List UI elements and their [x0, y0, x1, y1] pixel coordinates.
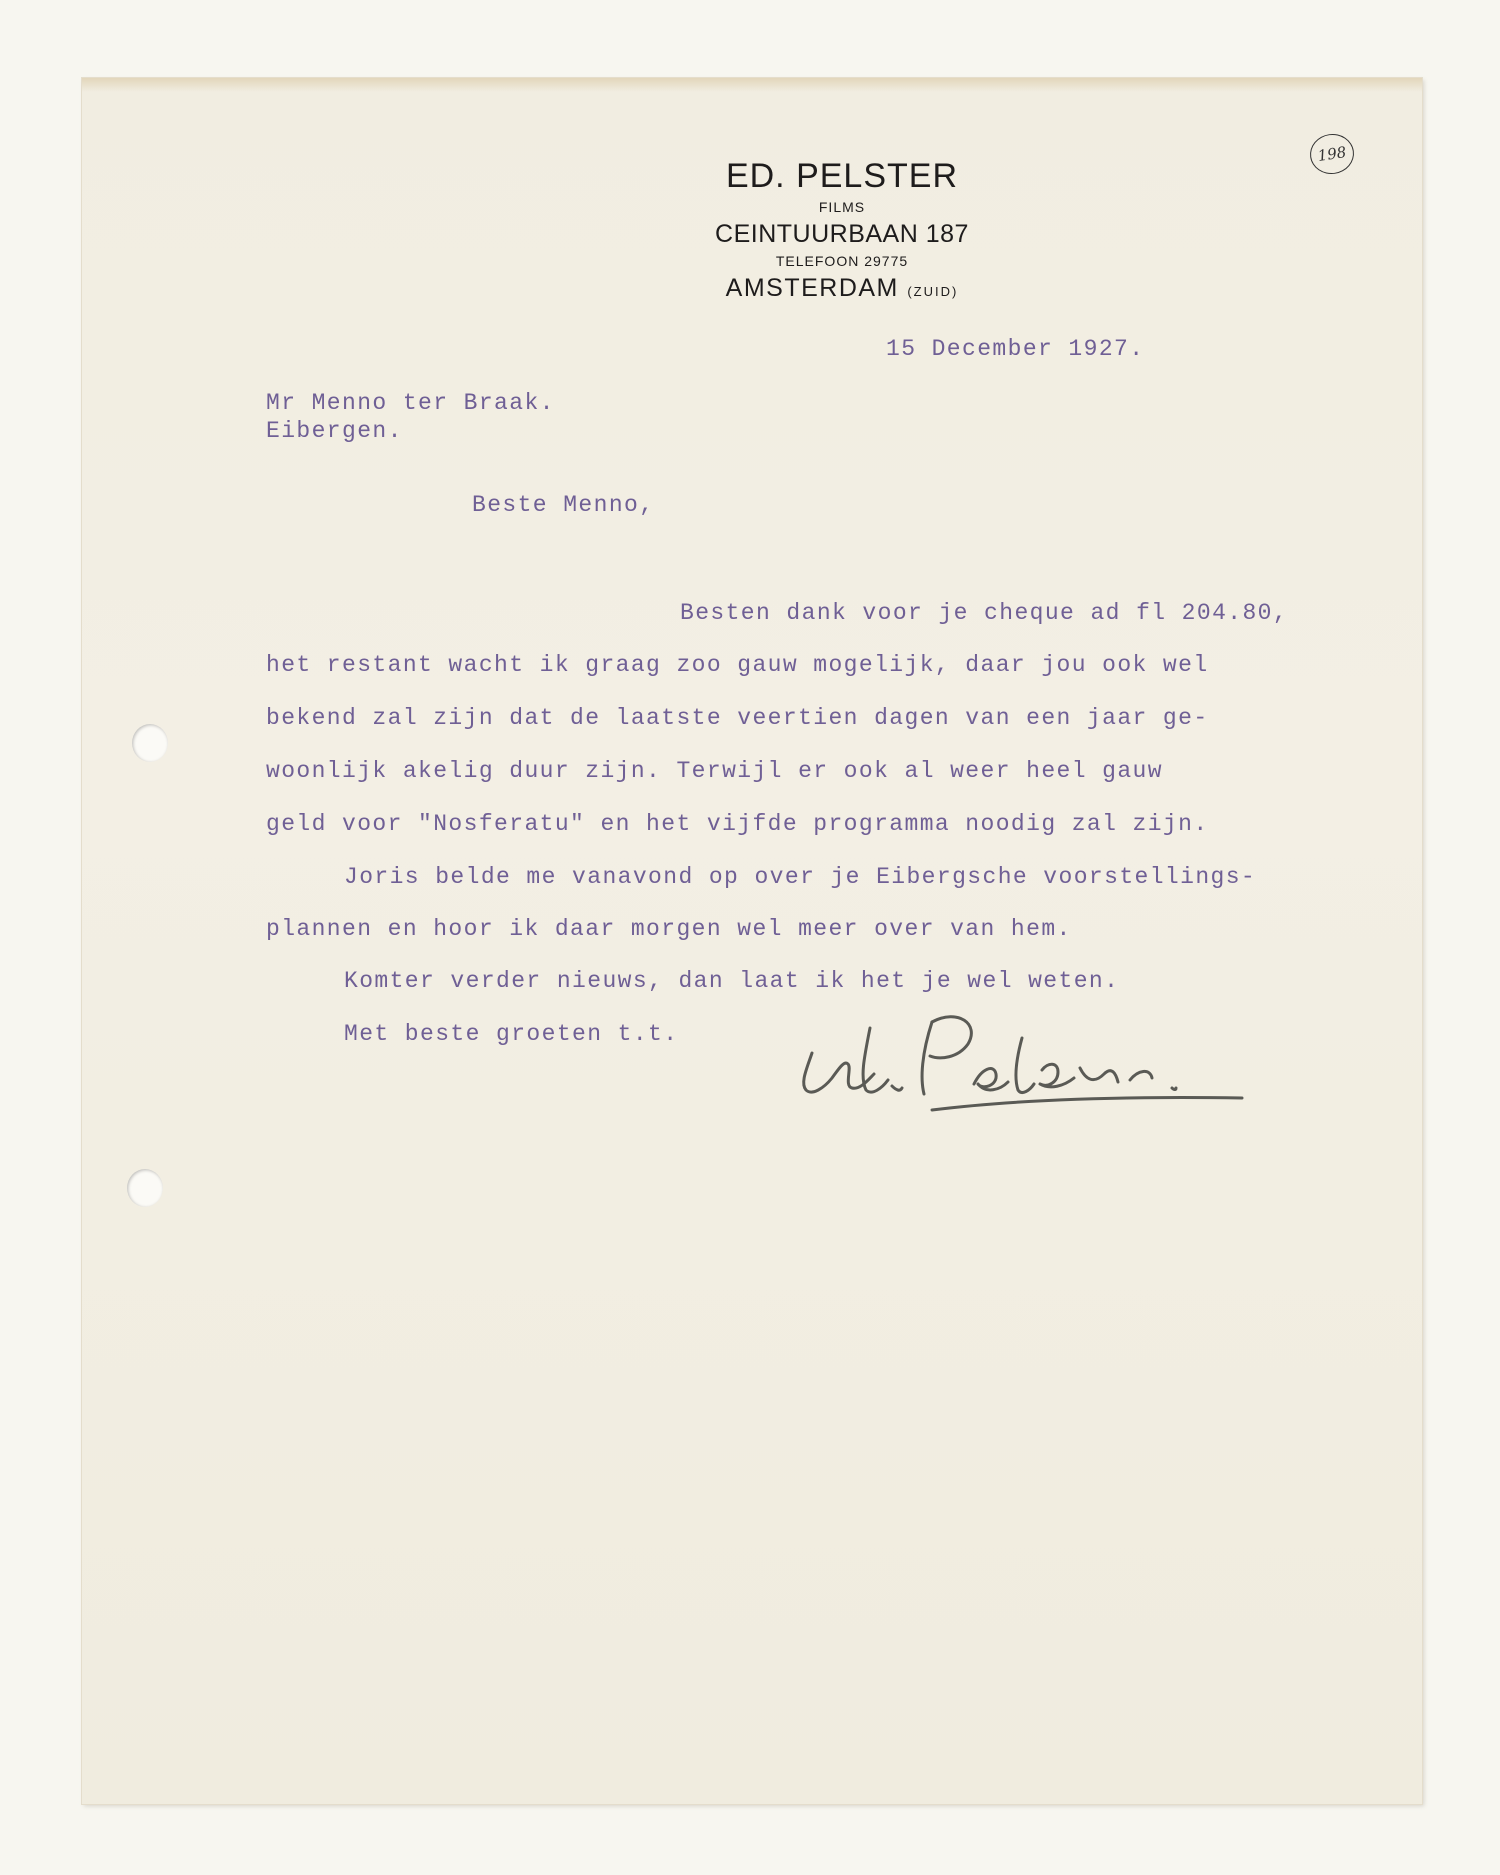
- body-line-5: geld voor "Nosferatu" en het vijfde programma noodig zal zijn.: [266, 811, 1209, 837]
- handwritten-signature: [782, 998, 1262, 1158]
- letter-date: 15 December 1927.: [886, 336, 1145, 362]
- company-trade: FILMS: [818, 199, 866, 215]
- archive-number: 198: [1307, 131, 1356, 177]
- body-line-6: Joris belde me vanavond op over je Eibergsche voorstellings-: [344, 864, 1257, 890]
- recipient-name: Mr Menno ter Braak.: [266, 390, 555, 416]
- body-line-9: Met beste groeten t.t.: [344, 1021, 679, 1047]
- company-city-line: [582, 272, 1102, 308]
- recipient-place: Eibergen.: [266, 418, 403, 444]
- punch-hole-top: [132, 724, 168, 762]
- salutation: Beste Menno,: [472, 492, 655, 518]
- company-district: (ZUID): [907, 284, 959, 299]
- body-line-4: woonlijk akelig duur zijn. Terwijl er ook al weer heel gauw: [266, 758, 1163, 784]
- company-street: CEINTUURBAAN 187: [715, 220, 969, 248]
- letter-sheet: [82, 78, 1422, 1804]
- body-line-8: Komter verder nieuws, dan laat ik het je wel weten.: [344, 968, 1120, 994]
- body-line-7: plannen en hoor ik daar morgen wel meer over van hem.: [266, 916, 1072, 942]
- body-line-3: bekend zal zijn dat de laatste veertien dagen van een jaar ge-: [266, 705, 1209, 731]
- punch-hole-bottom: [127, 1169, 163, 1207]
- company-city: AMSTERDAM: [725, 274, 899, 302]
- body-line-2: het restant wacht ik graag zoo gauw mogelijk, daar jou ook wel: [266, 652, 1209, 678]
- company-phone: TELEFOON 29775: [775, 253, 909, 269]
- body-line-1: Besten dank voor je cheque ad fl 204.80,: [680, 600, 1289, 626]
- company-name: ED. PELSTER: [725, 157, 959, 195]
- letterhead: [582, 156, 1102, 308]
